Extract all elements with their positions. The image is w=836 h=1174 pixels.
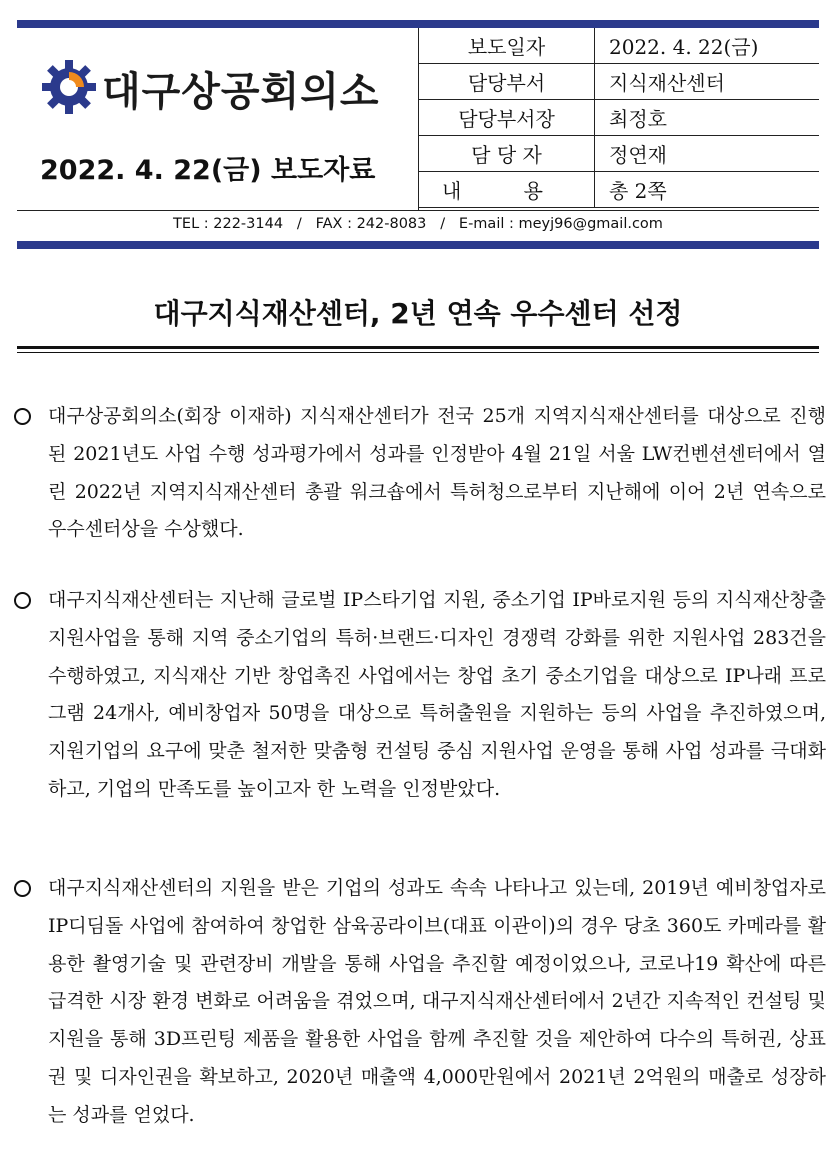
bullet-circle-icon (14, 408, 31, 425)
paragraph-1 (14, 398, 826, 549)
paragraph-text: 대구지식재산센터의 지원을 받은 기업의 성과도 속속 나타나고 있는데, 2019년 예비창업자로 IP디딤돌 사업에 참여하여 창업한 삼육공라이브(대표 이관이)의 경우 당초 360도 카메라를 활용한 촬영기술 및 관련장비 개발을 통해 사업을 추진할 예정이었으나, 코로나19 확산에 따른 급격한 시장 환경 변화로 어려움을 겪었으며, 대구지식재산센터에서 2년간 지속적인 컨설팅 및 지원을 통해 3D프린팅 제품을 활용한 사업을 함께 추진할 것을 제안하여 다수의 특허권, 상표권 및 디자인권을 확보하고, 2020년 매출액 4,000만원에서 2021년 2억원의 매출로 성장하는 성과를 얻었다. (48, 877, 826, 1126)
gear-logo-icon (40, 58, 98, 116)
paragraph-text: 대구지식재산센터는 지난해 글로벌 IP스타기업 지원, 중소기업 IP바로지원 등의 지식재산창출지원사업을 통해 지역 중소기업의 특허·브랜드·디자인 경쟁력 강화를 위한 지원사업 283건을 수행하였고, 지식재산 기반 창업촉진 사업에서는 창업 초기 중소기업을 대상으로 IP나래 프로그램 24개사, 예비창업자 50명을 대상으로 특허출원을 지원하는 등의 사업을 추진하였으며, 지원기업의 요구에 맞춘 철저한 맞춤형 컨설팅 중심 지원사업 운영을 통해 사업 성과를 극대화하고, 기업의 만족도를 높이고자 한 노력을 인정받았다. (48, 589, 826, 800)
title-rule (17, 346, 819, 349)
info-key: 담 당 자 (419, 136, 595, 172)
organization-name: 대구상공회의소 (102, 69, 380, 115)
info-row (419, 136, 820, 172)
header-top-bar (17, 20, 819, 28)
info-value: 총 2쪽 (595, 172, 820, 208)
info-key: 담당부서 (419, 64, 595, 100)
info-row (419, 172, 820, 208)
info-value: 2022. 4. 22(금) (595, 28, 820, 64)
paragraph-3 (14, 870, 826, 1135)
info-key: 내 용 (419, 172, 595, 208)
info-row (419, 100, 820, 136)
title-rule-thin (17, 352, 819, 353)
bullet-circle-icon (14, 880, 31, 897)
info-row (419, 64, 820, 100)
press-release-date: 2022. 4. 22(금) 보도자료 (40, 155, 376, 186)
article-title: 대구지식재산센터, 2년 연속 우수센터 선정 (153, 297, 683, 330)
organization-logo (40, 56, 395, 118)
info-value: 정연재 (595, 136, 820, 172)
paragraph-text: 대구상공회의소(회장 이재하) 지식재산센터가 전국 25개 지역지식재산센터를 대상으로 진행된 2021년도 사업 수행 성과평가에서 성과를 인정받아 4월 21일 서울 LW컨벤션센터에서 열린 2022년 지역지식재산센터 총괄 워크숍에서 특허청으로부터 지난해에 이어 2년 연속으로 우수센터상을 수상했다. (48, 405, 826, 541)
info-row (419, 28, 820, 64)
info-key: 보도일자 (419, 28, 595, 64)
header-bottom-line (17, 210, 819, 211)
info-key: 담당부서장 (419, 100, 595, 136)
info-value: 지식재산센터 (595, 64, 820, 100)
bullet-circle-icon (14, 592, 31, 609)
paragraph-2 (14, 582, 826, 809)
info-value: 최정호 (595, 100, 820, 136)
header-bottom-bar (17, 241, 819, 249)
contact-info: TEL : 222-3144 / FAX : 242-8083 / E-mail : meyj96@gmail.com (173, 216, 663, 232)
press-info-table (418, 28, 819, 208)
